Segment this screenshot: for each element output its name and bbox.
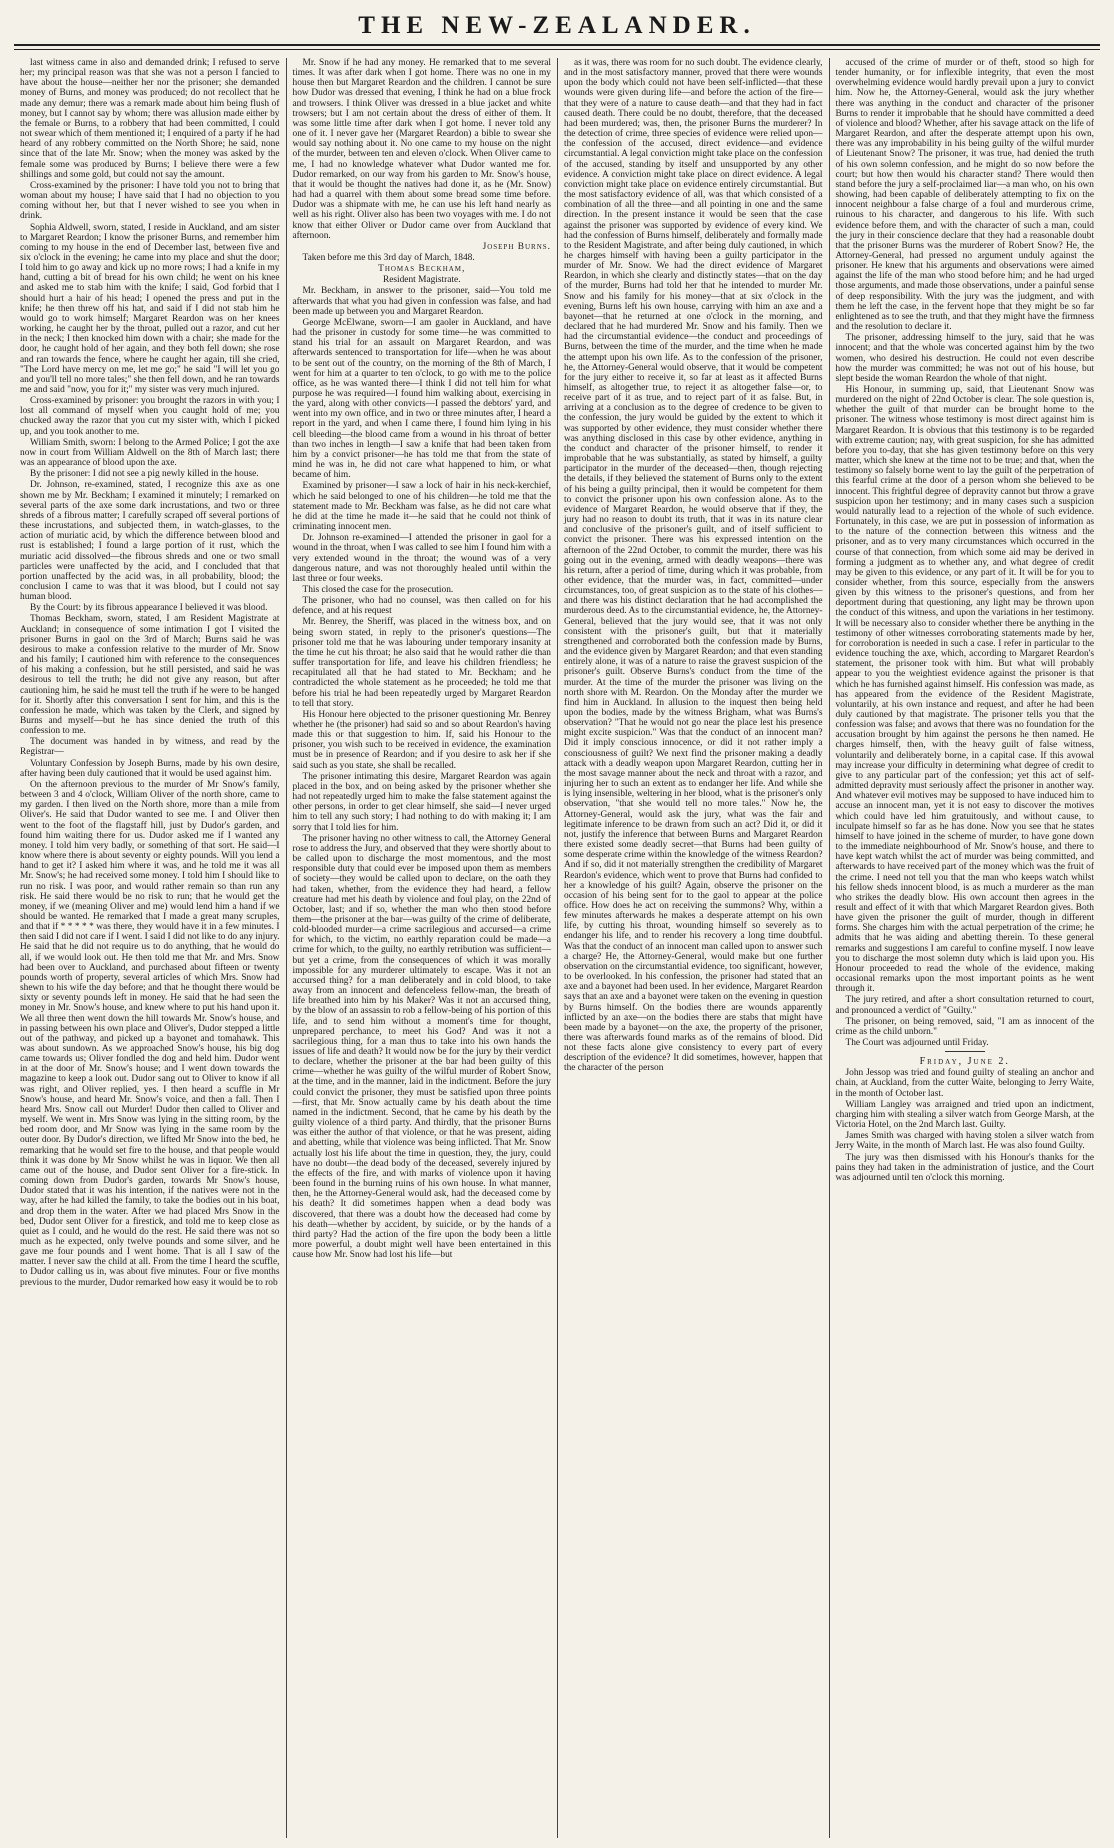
magistrate-title: Resident Magistrate. [382, 275, 461, 286]
paragraph: as it was, there was room for no such doubt. The evidence clearly, and in the most satisfactory manner, proved that there were wounds upon the body which could not have been self-inflicted—that these wounds were given during life—and before the action of the fire—that they were of a nature to cause death—and that they had in fact caused death. There could be no doubt, therefore, that the deceased had been murdered; was, then, the prisoner Burns the murderer? In the detection of crime, three species of evidence were relied upon—the confession of the accused, direct evidence—and evidence circumstantial. A legal conviction might take place on the confession of the accused, standing by itself and unsupported by any other evidence. A conviction might take place on direct evidence. A legal conviction might take place on evidence entirely circumstantial. But the most satisfactory evidence of all, was that which consisted of a combination of all the three—and all pointing in one and the same direction. In the present instance it would be seen that the case against the prisoner was supported by evidence of every kind. We had the confession of Burns himself, deliberately and formally made to the Resident Magistrate, and after being duly cautioned, in which he charges himself with having been a guilty participator in the murder of Mr. Snow. We had the direct evidence of Margaret Reardon, in which she clearly and distinctly states—that on the day of the murder, Burns had told her that he intended to murder Mr. Snow and his family for his money—that at six o'clock in the evening, Burns left his own house, carrying with him an axe and a bayonet—that he returned at one o'clock in the morning, and declared that he had murdered Mr. Snow and his family. Then we had the circumstantial evidence—the conduct and proceedings of Burns, between the time of the murder, and the time when he made the attempt upon his own life. As to the confession of the prisoner, he, the Attorney-General would observe, that it would be competent for the jury either to receive it, so far at least as it affected Burns himself, as altogether true, to reject it as altogether false—or, to receive part of it as true, and to reject part of it as false. But, in arriving at a conclusion as to the degree of credence to be given to the confession, the jury would be guided by the extent to which it was supported by other evidence, they must consider whether there was anything disclosed in this case by other evidence, anything in the conduct and character of the prisoner himself, to render it improbable that he was substantially, as stated by himself, a guilty participator in the murder of the deceased—then, though rejecting the details, if they believed the statement of Burns only to the extent of his being a guilty principal, then it would be competent for them to convict the prisoner upon his own confession alone. As to the evidence of Margaret Reardon, he would observe that if they, the jury had no reason to doubt its truth, that it was in its nature clear and conclusive of the prisoner's guilt, and of itself sufficient to convict the prisoner. There was his expressed intention on the afternoon of the 22nd October, to commit the murder, there was his going out in the evening, armed with deadly weapons—there was his return, after a period of time, during which it was probable, from other evidence, that the murder was, in fact, committed—under circumstances, too, of great suspicion as to the state of his clothes—and there was his distinct declaration that he had accomplished the murderous deed. As to the circumstantial evidence, he, the Attorney-General, believed that the jury would see, that it was not only consistent with the prisoner's guilt, but that it materially strengthened and corroborated both the confession made by Burns, and the evidence given by Margaret Reardon; and that even standing entirely alone, it was of a nature to raise the gravest suspicion of the prisoner's guilt. Observe Burns's conduct from the time of the murder. At the time of the murder the prisoner was living on the north shore with M. Reardon. On the Monday after the murder we find him in Auckland. In allusion to the inquest then being held upon the bodies, made by the witness Brigham, what was Burns's observation? "That he would not go near the place lest his presence might excite suspicion." Was that the conduct of an innocent man? Did it imply conscious innocence, or did it not rather imply a consciousness of guilt? We next find the prisoner making a deadly attack with a deadly weapon upon Margaret Reardon, cutting her in the most savage manner about the neck and throat with a razor, and injuring her to such an extent as to endanger her life. And while she is lying insensible, weltering in her blood, what is the prisoner's only observation, "that she would tell no more tales." Now he, the Attorney-General, would ask the jury, what was the fair and legitimate inference to be drawn from such an act? Did it, or did it not, justify the inference that between Burns and Margaret Reardon there existed some deadly secret—that Burns had been guilty of some desperate crime within the knowledge of the witness Reardon? And if so, did it not materially strengthen the credibility of Margaret Reardon's evidence, which went to prove that Burns had confided to her a knowledge of his guilt? Again, observe the prisoner on the occasion of his being sent for to the gaol to appear at the police office. How does he act on receiving the summons? Why, within a few minutes afterwards he makes a desperate attempt on his own life, by cutting his throat, wounding himself so severely as to endanger his life, and to render his recovery a long time doubtful. Was that the conduct of an innocent man called upon to answer such a charge? He, the Attorney-General, would make but one further observation on the circumstantial evidence, too significant, however, to be overlooked. In his confession, the prisoner had stated that an axe and a bayonet had been used. In her evidence, Margaret Reardon says that an axe and a bayonet were taken on the evening in question by Burns himself. On the bodies there are wounds apparently inflicted by an axe—on the bodies there are stabs that might have been made by a bayonet—on the axe, the property of the prisoner, there was afterwards found marks as of the remains of blood. Did not these facts alone give consistency to every part of every description of the evidence? It did sometimes, however, happen that the character of the person [564, 58, 823, 1074]
paragraph: On the afternoon previous to the murder of Mr Snow's family, between 3 and 4 o'clock, William Oliver of the north shore, came to my garden. I then lived on the North shore, more than a mile from Oliver's. He said that Dudor wanted to see me. I and Oliver then went to the foot of the flagstaff hill, just by Dudor's garden, and found him waiting there for us. Dudor asked me if I wanted any money. I told him very badly, or something of that sort. He said—I know where there is about seventy or eighty pounds. Will you lend a hand to get it? I asked him where it was, and he told me it was all Mr. Snow's; he had received some money. I told him I should like to run no risk. I was poor, and would rather remain so than run any risk. He said there would be no risk to run; that he would get the money, if we (meaning Oliver and me) would lend him a hand if we should be wanted. He remarked that I made a great many scruples, and that if * * * * * was there, they would have it in a few minutes. I then said I did not care if I went. I said I did not like to do any injury. He said that he did not require us to do anything, that he would do all, if we would look out. He then told me that Mr. and Mrs. Snow had been over to Auckland, and purchased about fifteen or twenty pounds worth of property, several articles of which Mrs. Snow had shewn to his wife the day before; and that he thought there would be sixty or seventy pounds left in money. He said that he had seen the money in Mr. Snow's house, and knew where to put his hand upon it. We all three then went down the hill towards Mr. Snow's house, and in passing between his own place and Oliver's, Dudor stepped a little out of the pathway, and picked up a bayonet and tomahawk. This was about sundown. As we approached Snow's house, his big dog came towards us; Oliver fondled the dog and held him. Dudor went in at the door of Mr. Snow's house; and I went down towards the magazine to keep a look out. Dudor sang out to Oliver to know if all was right, and Oliver replied, yes. I then heard a scuffle in Mr Snow's house, and heard Mr. Snow's voice, and then a fall. Then I heard Mrs. Snow call out Murder! Dudor then called to Oliver and myself. We went in. Mrs Snow was lying in the sitting room, by the bed room door, and Mr Snow was lying in the same room by the outer door. By Dudor's direction, we lifted Mr Snow into the bed, he remarking that he would set fire to the house, and that people would think it was done by Mr Snow whilst he was in liquor. We then all came out of the house, and Dudor sent Oliver for a fire-stick. In coming down from Dudor's garden, towards Mr Snow's house, Dudor stated that it was his intention, if the natives were not in the way, after he had killed the family, to take the bodies out in his boat, and drop them in the water. After we had placed Mrs Snow in the bed, Dudor sent Oliver for a firestick, and told me to keep close as quiet as I could, and he would do the rest. He said there was not so much as he expected, only twelve pounds and some silver, and he gave me four pounds and I went home. That is all I saw of the matter. I never saw the child at all. From the time I heard the scuffle, to Dudor calling us in, was about five minutes. Four or five months previous to the murder, Dudor remarked how easy it would be to rob [20, 779, 280, 1288]
paragraph: Sophia Aldwell, sworn, stated, I reside in Auckland, and am sister to Margaret Reardon; I know the prisoner Burns, and remember him coming to my house in the end of December last, between five and six o'clock in the evening; he came into my place and shut the door; I told him to go away and kick up no more rows; I had a knife in my hand, cutting a bit of bread for his own child; he went on his knee and asked me to stab him with the knife; I said, God forbid that I should hurt a hair of his head; I opened the press and put in the knife; he then threw off his hat, and said if I did not stab him he would go to work himself; Margaret Reardon was on her knees working, he caught her by the throat, pulled out a razor, and cut her in the neck; I then knocked him down with a chair; she made for the door, he caught hold of her again, and they both fell down; she rose and ran towards the fence, where he caught her again, till she cried, "The Lord have mercy on me, let me go;" he said "I will let you go and you'll tell no more tales;" she then fell down, and he ran towards me and said "now, you for it;" my sister was very much injured. [20, 222, 280, 395]
paragraph: Examined by prisoner—I saw a lock of hair in his neck-kerchief, which he said belonged to one of his children—he told me that the statement made to Mr. Beckham was false, as he did not care what he did at the time he made it—he said that he could not think of criminating innocent men. [292, 481, 551, 533]
section-divider [945, 1051, 985, 1052]
paragraph: Mr. Benrey, the Sheriff, was placed in the witness box, and on being sworn stated, in reply to the prisoner's questions—The prisoner told me that he was labouring under temporary insanity at the time he cut his throat; he also said that he would rather die than suffer transportation for life, and leave his children friendless; he recapitulated all that he had stated to Mr. Beckham; and he contradicted the whole statement as he proceeded; he told me that before his trial he had been repeatedly urged by Margaret Reardon to tell that story. [292, 617, 551, 709]
columns [14, 58, 1100, 1838]
paragraph: By the prisoner: I did not see a pig newly killed in the house. [30, 469, 259, 480]
paragraph: Cross-examined by prisoner: you brought the razors in with you; I lost all command of myself when you caught hold of me; you chucked away the razor that you cut my sister with, which I picked up, and you took another to me. [20, 396, 280, 437]
paragraph: The prisoner having no other witness to call, the Attorney General rose to address the Jury, and observed that they were shortly about to be called upon to discharge the most momentous, and the most responsible duty that could ever be imposed upon them as members of society—they would be called upon to declare, on the oath they had taken, whether, from the evidence they had heard, a fellow creature had met his death by violence and foul play, on the 22nd of October, last; and if so, whether the man who then stood before them—the prisoner at the bar—was guilty of the crime of deliberate, cold-blooded murder—a crime sacrilegious and accursed—a crime for which, to the victim, no earthly reparation could be made—a crime for which, to the guilty, no earthly retribution was sufficient—but yet a crime, from the consequences of which it was morally impossible for any murderer ultimately to escape. Was it not an accursed thing? for a man deliberately and in cold blood, to take away from an innocent and defenceless fellow-man, the breath of life breathed into him by his Maker? Was it not an accursed thing, by the blow of an assassin to rob a fellow-being of his portion of this life, and to send him without a moment's time for thought, unprepared perchance, to meet his God? And was it not a sacrilegious thing, for a man thus to take into his own hands the issues of life and death? It would now be for the jury by their verdict to declare, whether the prisoner at the bar had been guilty of this crime—whether he was guilty of the wilful murder of Robert Snow, at the time, and in the manner, laid in the indictment. Before the jury could convict the prisoner, they must be satisfied upon three points—first, that Mr. Snow actually came by his death about the time named in the indictment. Second, that he came by his death by the guilty violence of a third party. And thirdly, that the prisoner Burns was either the author of that violence, or that he was present, aiding and abetting, while that violence was being inflicted. That Mr. Snow actually lost his life about the time in question, they, the jury, could have no doubt—the dead body of the deceased, severely injured by the effects of the fire, and with marks of violence upon it having been found in the burning ruins of his own house. In what manner, then, he the Attorney-General would ask, had the deceased come by his death? It did sometimes happen when a dead body was discovered, that there was a doubt how the deceased had come by his death—whether by accident, by suicide, or by the hands of a third party? Had the action of the fire upon the body been a little more powerful, a doubt might well have been entertained in this cause how Mr. Snow had lost his life—but [292, 833, 551, 1261]
paragraph: By the Court: by its fibrous appearance I believed it was blood. [30, 603, 268, 614]
paragraph: The jury retired, and after a short consultation returned to court, and pronounced a verdict of "Guilty." [835, 995, 1094, 1016]
paragraph: Thomas Beckham, sworn, stated, I am Resident Magistrate at Auckland; in consequence of some intimation I got I visited the prisoner Burns in gaol on the 3rd of March; Burns said he was desirous to make a confession relative to the murder of Mr. Snow and his family; I cautioned him with reference to the consequences of his making a confession, but he still persisted, and said he was desirous to tell the truth; he did not give any reason, but after cautioning him, he said he must tell the truth if he were to be hanged for it. Shortly after this conversation I sent for him, and this is the confession he made, which was taken by the Clerk, and signed by Burns and myself—but he has since denied the truth of this confession to me. [20, 614, 280, 737]
paragraph: James Smith was charged with having stolen a silver watch from Jerry Waite, in the month of March last. He was also found Guilty. [835, 1131, 1094, 1152]
taken-before-line: Taken before me this 3rd day of March, 1848. [302, 252, 475, 263]
paragraph: The prisoner, who had no counsel, was then called on for his defence, and at his request [292, 596, 551, 617]
paragraph: Mr. Snow if he had any money. He remarked that to me several times. It was after dark when I got home. There was no one in my house then but Margaret Reardon and the children. I cannot be sure how Dudor was dressed that evening, I think he had on a blue frock and trowsers. I think Oliver was dressed in a blue jacket and white trowsers; but I am not certain about the dress of either of them. It was some little time after dark when I got home. I never told any one of it. I never gave her (Margaret Reardon) a bible to swear she would say nothing about it. No one came to my house on the night of the murder, between ten and eleven o'clock. When Oliver came to me, I had no knowledge whatever what Dudor wanted me for. Dudor remarked, on our way from his garden to Mr. Snow's house, that it would be thought the natives had done it, as he (Mr. Snow) had had a quarrel with them about some bread some time before. Dudor was a shipmate with me, he can use his left hand nearly as well as his right. Oliver also has been two voyages with me. I do not know that either Oliver or Dudor came over from Auckland that afternoon. [292, 58, 551, 241]
paragraph: The prisoner, on being removed, said, "I am as innocent of the crime as the child unborn." [835, 1016, 1094, 1037]
column-2 [286, 58, 558, 1838]
paragraph: Voluntary Confession by Joseph Burns, made by his own desire, after having been duly cautioned that it would be used against him. [20, 758, 280, 779]
paragraph: His Honour, in summing up, said, that Lieutenant Snow was murdered on the night of 22nd October is clear. The sole question is, whether the guilt of that murder can be brought home to the prisoner. The witness whose testimony is most direct against him is Margaret Reardon. It is obvious that this testimony is to be regarded with extreme caution; nay, with great suspicion, for she has admitted before you to-day, that she has given testimony before on this very matter, which she knew at the time not to be true; and that, when the testimony so falsely borne went to lay the guilt of the perpetration of this fearful crime at the door of a person whom she believed to be innocent. This frightful degree of depravity cannot but throw a grave suspicion upon her testimony; and in many cases such a suspicion would naturally lead to a rejection of the whole of such evidence. Fortunately, in this case, we are put in possession of information as to the nature of the connection between this witness and the prisoner, and as to very many circumstances which occurred in the course of that connection, from which some aid may be derived in forming a judgment as to whether any, and what degree of credit may be given to this evidence, or any part of it. It will be for you to consider whether, from this source, especially from the answers given by this witness to the prisoner's questions, and from her deportment during that questioning, any light may be thrown upon the conduct of this witness, and upon the variations in her testimony. It will be necessary also to consider whether there be anything in the testimony of other witnesses corroborating statements made by her, for corroboration is needed in such a case. I refer in particular to the evidence touching the axe, which, according to Margaret Reardon's statement, the prisoner took with him. But what will probably appear to you the weightiest evidence against the prisoner is that which he has furnished against himself. His confession was made, as has appeared from the evidence of the Resident Magistrate, voluntarily, at his own instance and request, and after he had been duly cautioned by that magistrate. The prisoner tells you that the confession was false; and avows that there was no foundation for the accusation brought by him against the persons he then named. He charges himself, then, with the heavy guilt of false witness, voluntarily and deliberately borne, in a capital case. If this avowal may increase your difficulty in determining what degree of credit to give to any particular part of the confession; yet this act of self-admitted depravity must seriously affect the prisoner in another way. And whatever evil motives may be supposed to have induced him to accuse an innocent man, yet it is not easy to discover the motives which could have led him gratuitously, and without cause, to inculpate himself so far as he has done. Now you see that he states himself to have joined in the scheme of murder, to have gone down to the immediate neighbourhood of Mr. Snow's house, and there to have kept watch whilst the act of murder was being committed, and afterwards to have received part of the money which was the fruit of the crime. I need not tell you that the man who keeps watch whilst his fellow sheds innocent blood, is as much a murderer as the man who strikes the deadly blow. His own account then agrees in the result and effect of it with that which Margaret Reardon gives. Both have given the prisoner the guilt of murder, though in different forms. She charges him with the actual perpetration of the crime; he admits that he was aiding and abetting therein. To these general remarks and suggestions I am careful to confine myself. I now leave you to discharge the most solemn duty which is laid upon you. His Honour proceeded to read the whole of the evidence, making occasional remarks upon the most important points as he went through it. [835, 385, 1094, 995]
paragraph: John Jessop was tried and found guilty of stealing an anchor and chain, at Auckland, from the cutter Waite, belonging to Jerry Waite, in the month of October last. [835, 1068, 1094, 1099]
paragraph: last witness came in also and demanded drink; I refused to serve her; my principal reason was that she was not a person I fancied to have about the house—neither her nor the prisoner; she demanded money of Burns, and money was produced; do not recollect that he made any demur; there was a remark made about him being flush of money, but I cannot say by whom; there was allusion made either by the female or Burns, to a robbery that had been committed, I could not swear which of them mentioned it; I enquired of a party if he had heard of any robbery committed on the North Shore; he said, none since that of the late Mr. Snow; when the money was asked by the female some was produced by Burns; I believe there were a few shillings and some gold, but could not say the amount. [20, 58, 280, 180]
paragraph: The prisoner, addressing himself to the jury, said that he was innocent; and that the whole was concerted against him by the two women, who desired his destruction. He could not even describe how the murder was committed; he was not out of his house, but slept beside the woman Reardon the whole of that night. [835, 333, 1094, 384]
paragraph: George McElwane, sworn—I am gaoler in Auckland, and have had the prisoner in custody for some time—he was committed to stand his trial for an assault on Margaret Reardon, and was afterwards sentenced to transportation for life—when he was about to be sent out of the country, on the morning of the 8th of March, I went for him at a quarter to ten o'clock, to go with me to the police office, as he was wanted there—I think I did not tell him for what purpose he was required—I found him walking about, exercising in the yard, along with other convicts—I passed the debtors' yard, and went into my own office, and in two or three minutes after, I heard a report in the yard, and when I came there, I found him lying in his cell bleeding—the blood came from a wound in his throat of better than two inches in length—I saw a knife that had been taken from him by a convict prisoner—he has told me that from the state of mind he was in, he did not care what happened to him, or what became of him. [292, 317, 551, 481]
magistrate-name: Thomas Beckham, [378, 264, 466, 275]
paragraph: William Smith, sworn: I belong to the Armed Police; I got the axe now in court from William Aldwell on the 8th of March last; there was an appearance of blood upon the axe. [20, 437, 280, 469]
confession-signature: Joseph Burns. [482, 241, 551, 252]
paragraph: Cross-examined by the prisoner: I have told you not to bring that woman about my house; I have said that I had no objection to you coming without her, but that I never wished to see you when in drink. [20, 180, 280, 222]
paragraph: Mr. Beckham, in answer to the prisoner, said—You told me afterwards that what you had given in confession was false, and had been made up between you and Margaret Reardon. [292, 286, 551, 317]
paragraph: His Honour here objected to the prisoner questioning Mr. Benrey whether he (the prisoner) had said so and so about Reardon's having made this or that suggestion to him. If, said his Honour to the prisoner, you wish such to be received in evidence, the examination must be in presence of Reardon; and if you desire to ask her if she said such as you state, she shall be recalled. [292, 709, 551, 771]
paragraph: The jury was then dismissed with his Honour's thanks for the pains they had taken in the administration of justice, and the Court was adjourned until ten o'clock this morning. [835, 1152, 1094, 1183]
paragraph: Dr. Johnson, re-examined, stated, I recognize this axe as one shown me by Mr. Beckham; I examined it minutely; I remarked on several parts of the axe some dark incrustations, and two or three shreds of a fibrous matter; I carefully scraped off several portions of these incrustations, and subjected them, in watch-glasses, to the action of muriatic acid, by which the difference between blood and rust is established; I found a large portion of it rust, which the muriatic acid dissolved—the fibrous shreds and one or two small particles were unaffected by the acid, and I concluded that that portion unaffected by the acid was, in all probability, blood; the conclusion I came to was that it was blood, but I could not say human blood. [20, 480, 280, 603]
paragraph: accused of the crime of murder or of theft, stood so high for tender humanity, or for inflexible integrity, that even the most overwhelming evidence would hardly prevail upon a jury to convict him. Now he, the Attorney-General, would ask the jury whether there was anything in the conduct and character of the prisoner Burns to render it improbable that he should have committed a deed of violence and blood? Whether, after his savage attack on the life of Margaret Reardon, and after the desperate attempt upon his own, there was any improbability in his being guilty of the wilful murder of Lieutenant Snow? The prisoner, it was true, had denied the truth of his own solemn confession, and he might do so now before the court; but how then would his character stand? There would then stand before the jury a self-proclaimed liar—a man who, on his own showing, had been capable of deliberately attempting to fix on the innocent neighbour a false charge of a foul and murderous crime, ruinous to his character, and dangerous to his life. With such evidence before them, and with the character of such a man, could the jury in their conscience declare that they had a reasonable doubt that the prisoner Burns was the murderer of Robert Snow? He, the Attorney-General, had pressed no argument unduly against the prisoner. He knew that his arguments and observations were aimed against the life of the man who stood before him; and he had urged those arguments, and made those observations, under a painful sense of deep responsibility. With the jury was the judgment, and with them he left the case, in the fervent hope that they might be so far enlightened as to see the truth, and that they might have the firmness and the resolution to declare it. [835, 58, 1094, 333]
paragraph: The document was handed in by witness, and read by the Registrar— [20, 737, 280, 758]
column-4 [829, 58, 1101, 1838]
column-1 [14, 58, 286, 1838]
paragraph: This closed the case for the prosecution. [302, 584, 454, 595]
masthead-title: THE NEW-ZEALANDER. [358, 12, 756, 39]
paragraph: Dr. Johnson re-examined—I attended the prisoner in gaol for a wound in the throat, when I was called to see him I found him with a very extended wound in the throat; the wound was of a very dangerous nature, and was not thoroughly healed until within the last three or four weeks. [292, 533, 551, 584]
paragraph: The prisoner intimating this desire, Margaret Reardon was again placed in the box, and on being asked by the prisoner whether she had not repeatedly urged him to make the false statement against the other persons, in order to get clear himself, she said—I never urged him to tell any such story; I had nothing to do with making it; I am sorry that I told lies for him. [292, 771, 551, 833]
column-3 [557, 58, 829, 1838]
masthead-double-rule [14, 49, 1100, 50]
section-heading: Friday, June 2. [919, 1056, 1010, 1068]
paragraph: The Court was adjourned until Friday. [845, 1038, 989, 1048]
paragraph: William Langley was arraigned and tried upon an indictment, charging him with stealing a silver watch from George Marsh, at the Victoria Hotel, on the 2nd March last. Guilty. [835, 1099, 1094, 1131]
masthead [14, 10, 1100, 46]
